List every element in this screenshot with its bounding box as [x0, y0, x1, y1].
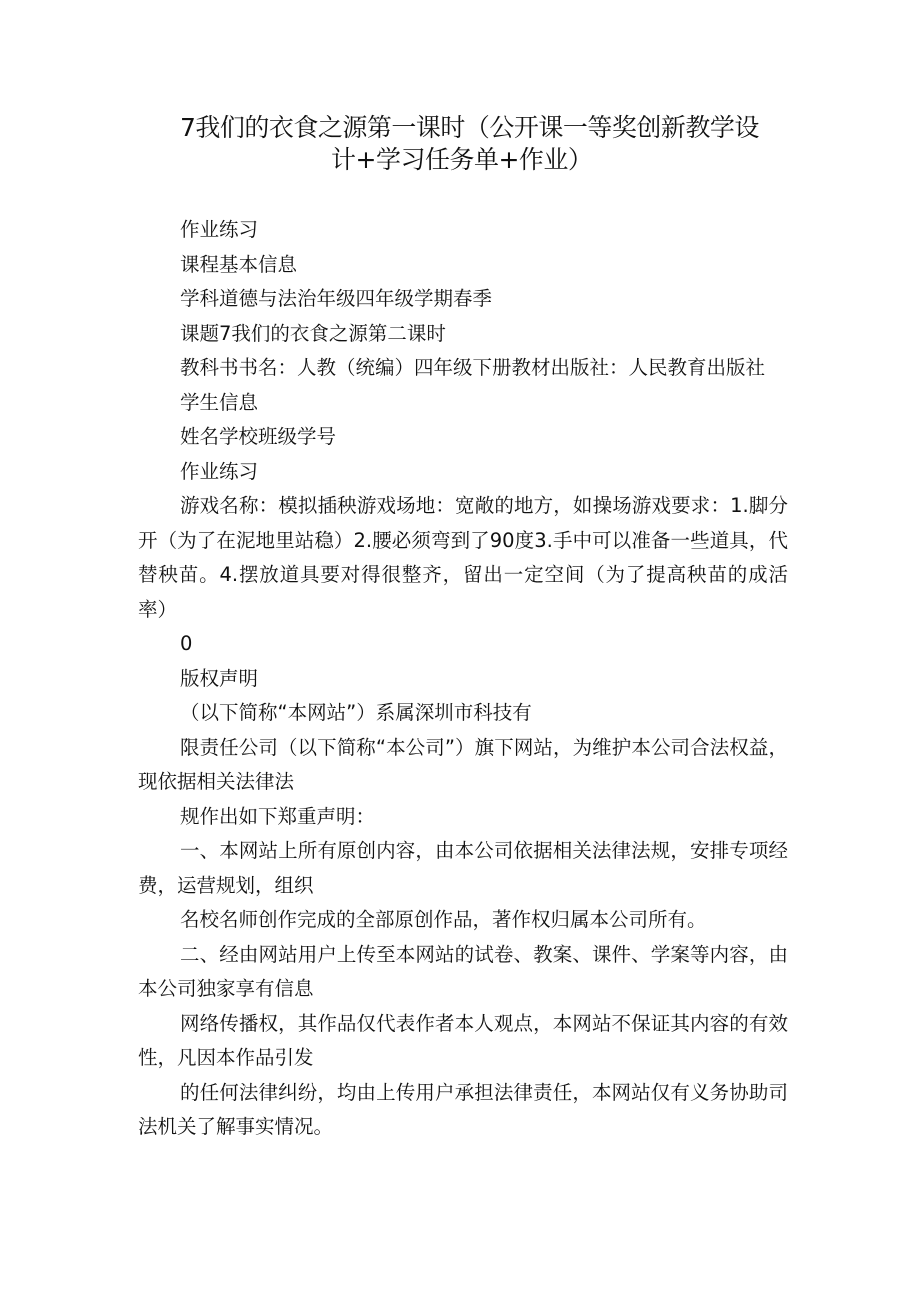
paragraph-homework-heading: 作业练习 [180, 218, 259, 241]
paragraph-copyright-8: 的任何法律纠纷，均由上传用户承担法律责任，本网站仅有义务协助司法机关了解事实情况。 [138, 1080, 788, 1138]
paragraph-textbook: 教科书书名：人教（统编）四年级下册教材出版社：人民教育出版社 [180, 356, 766, 379]
document-body [138, 213, 788, 1145]
title-line-1: 7我们的衣食之源第一课时（公开课一等奖创新教学设 [180, 113, 759, 142]
paragraph-copyright-3: 规作出如下郑重声明： [180, 804, 376, 828]
paragraph-lesson-topic: 课题7我们的衣食之源第二课时 [180, 321, 446, 345]
paragraph-homework-heading-2: 作业练习 [180, 459, 259, 483]
paragraph-subject-grade: 学科道德与法治年级四年级学期春季 [180, 287, 493, 310]
paragraph-copyright-4: 一、本网站上所有原创内容，由本公司依据相关法律法规，安排专项经费，运营规划，组织 [138, 839, 788, 897]
paragraph-copyright-7: 网络传播权，其作品仅代表作者本人观点，本网站不保证其内容的有效性，凡因本作品引发 [138, 1011, 788, 1069]
document-title [140, 112, 800, 176]
paragraph-copyright-heading: 版权声明 [180, 666, 259, 690]
paragraph-course-info-heading: 课程基本信息 [180, 252, 298, 276]
paragraph-copyright-1: （以下简称“本网站”）系属深圳市科技有 [180, 701, 532, 724]
paragraph-copyright-6: 二、经由网站用户上传至本网站的试卷、教案、课件、学案等内容，由本公司独家享有信息 [138, 942, 788, 1000]
paragraph-game-description: 游戏名称：模拟插秧游戏场地：宽敞的地方，如操场游戏要求：1.脚分开（为了在泥地里站稳）2.腰必须弯到了90度3.手中可以准备一些道具，代替秧苗。4.摆放道具要对得很整齐，留出一定空间（为了提高秧苗的成活率） [138, 494, 788, 621]
paragraph-zero: 0 [180, 632, 193, 655]
paragraph-student-info-heading: 学生信息 [180, 390, 259, 414]
paragraph-student-fields: 姓名学校班级学号 [180, 425, 337, 448]
paragraph-copyright-5: 名校名师创作完成的全部原创作品，著作权归属本公司所有。 [180, 908, 707, 931]
paragraph-copyright-2: 限责任公司（以下简称“本公司”）旗下网站，为维护本公司合法权益，现依据相关法律法 [138, 735, 788, 793]
title-line-2: 计+学习任务单+作业） [331, 145, 593, 174]
